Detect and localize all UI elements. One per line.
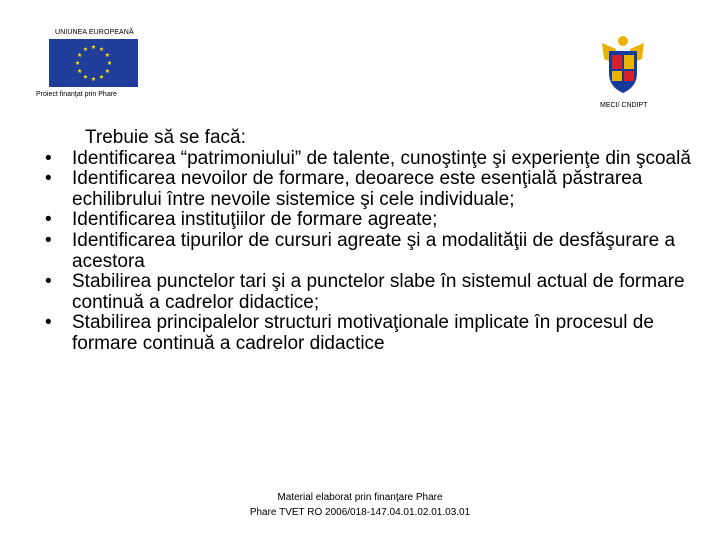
bullet-icon: • — [45, 209, 52, 231]
list-item — [45, 149, 705, 170]
list-item-text: Identificarea instituţiilor de formare agreate; — [72, 209, 438, 231]
bullet-icon: • — [45, 147, 52, 169]
romania-coat-of-arms-icon — [598, 33, 648, 95]
list-item-text: Identificarea nevoilor de formare, deoarece este esenţială păstrarea echilibrului între nevoile sistemice şi cele individuale; — [72, 168, 643, 210]
bullet-icon: • — [45, 271, 52, 293]
phare-caption: Proiect finanţat prin Phare — [36, 91, 117, 98]
list-item — [45, 272, 705, 313]
list-item — [45, 231, 705, 272]
list-item-text: Stabilirea punctelor tari şi a punctelor slabe în sistemul actual de formare continuă a cadrelor didactice; — [72, 271, 685, 313]
list-item — [45, 169, 705, 210]
eu-caption: UNIUNEA EUROPEANĂ — [55, 29, 134, 36]
list-item — [45, 313, 705, 354]
footer — [200, 490, 520, 520]
lead-text: Trebuie să se facă: — [85, 127, 246, 148]
slide-body — [45, 128, 705, 355]
list-item-text: Identificarea “patrimoniului” de talente, cunoştinţe şi experienţe din şcoală — [72, 147, 691, 169]
bullet-list — [45, 149, 705, 355]
eu-flag-icon — [49, 39, 138, 87]
footer-line-1: Material elaborat prin finanţare Phare — [277, 492, 443, 503]
list-item-text: Identificarea tipurilor de cursuri agreate şi a modalităţii de desfăşurare a acestora — [72, 229, 676, 272]
list-item-text: Stabilirea principalelor structuri motivaţionale implicate în procesul de formare continuă a cadrelor didactice — [72, 312, 654, 354]
ministry-caption: MECI/ CNDIPT — [600, 102, 648, 109]
bullet-icon: • — [45, 229, 52, 251]
bullet-icon: • — [45, 312, 52, 334]
footer-line-2: Phare TVET RO 2006/018-147.04.01.02.01.03.01 — [249, 507, 471, 518]
list-item — [45, 210, 705, 231]
bullet-icon: • — [45, 168, 52, 190]
